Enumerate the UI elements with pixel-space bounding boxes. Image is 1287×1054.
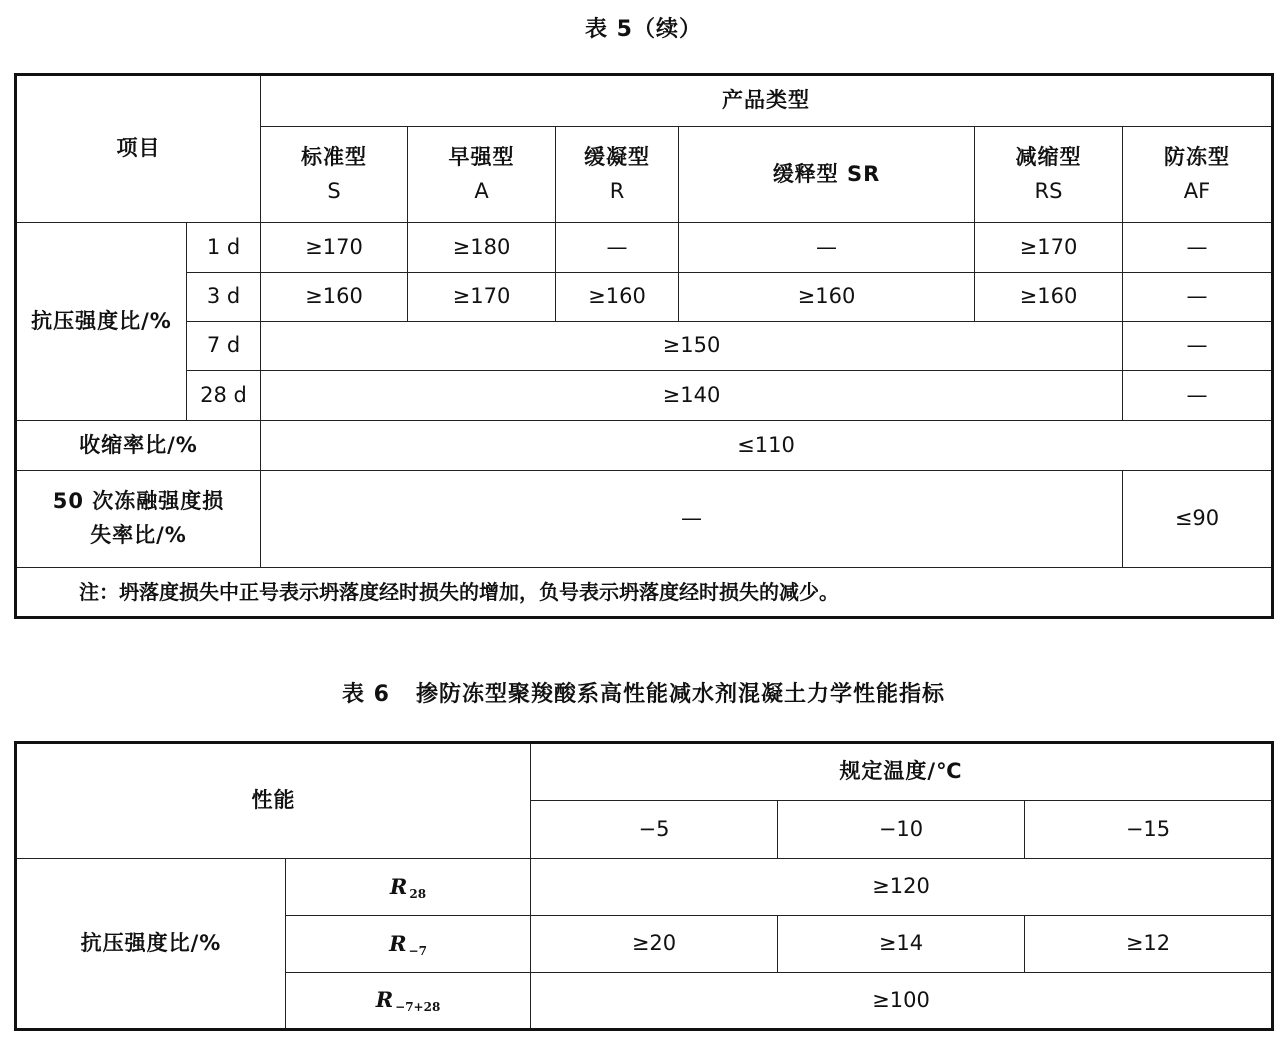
temp-minus-10: −10 [778, 801, 1025, 859]
freeze-thaw-label-line2: 失率比/% [90, 523, 187, 547]
freeze-thaw-label-line1: 50 次冻融强度损 [52, 489, 225, 514]
cell-3d-a: ≥170 [408, 273, 556, 322]
freeze-thaw-label [16, 471, 261, 568]
cell-28d-merged: ≥140 [261, 371, 1123, 421]
cell-3d-rs: ≥160 [975, 273, 1123, 322]
temp-minus-15: −15 [1025, 801, 1273, 859]
cell-3d-r: ≥160 [556, 273, 679, 322]
type-retarding: 缓凝型 R [556, 127, 679, 223]
cell-1d-a: ≥180 [408, 223, 556, 273]
cell-1d-s: ≥170 [261, 223, 408, 273]
table6-compressive-label: 抗压强度比/% [16, 859, 286, 1030]
table5 [14, 73, 1274, 619]
type-early-strength: 早强型 A [408, 127, 556, 223]
cell-7d-af: — [1123, 322, 1273, 371]
cell-1d-sr: — [679, 223, 975, 273]
table5-note: 注：坍落度损失中正号表示坍落度经时损失的增加，负号表示坍落度经时损失的减少。 [16, 568, 1273, 618]
freeze-thaw-af: ≤90 [1123, 471, 1273, 568]
freeze-thaw-merged: — [261, 471, 1123, 568]
age-3d: 3 d [187, 273, 261, 322]
temperature-header: 规定温度/℃ [531, 743, 1273, 801]
table6-caption [0, 677, 1287, 708]
r-minus7-minus15: ≥12 [1025, 916, 1273, 973]
cell-1d-rs: ≥170 [975, 223, 1123, 273]
table6 [14, 741, 1274, 1031]
type-antifreeze: 防冻型 AF [1123, 127, 1273, 223]
r-minus7-minus10: ≥14 [778, 916, 1025, 973]
table6-caption-number: 表 6 [342, 682, 390, 707]
r-minus7-plus28-value: ≥100 [531, 973, 1273, 1030]
r28-value: ≥120 [531, 859, 1273, 916]
cell-1d-af: — [1123, 223, 1273, 273]
type-slow-release: 缓释型 SR [679, 127, 975, 223]
cell-3d-sr: ≥160 [679, 273, 975, 322]
product-type-header: 产品类型 [261, 75, 1273, 127]
temp-minus-5: −5 [531, 801, 778, 859]
age-1d: 1 d [187, 223, 261, 273]
item-header: 项目 [16, 75, 261, 223]
cell-1d-r: — [556, 223, 679, 273]
table6-caption-title: 掺防冻型聚羧酸系高性能减水剂混凝土力学性能指标 [415, 682, 945, 707]
age-7d: 7 d [187, 322, 261, 371]
type-standard: 标准型 S [261, 127, 408, 223]
symbol-r-minus7: R $_{-7}$ [286, 916, 531, 973]
symbol-r-minus7-plus28: R $_{-7+28}$ [286, 973, 531, 1030]
performance-header: 性能 [16, 743, 531, 859]
shrinkage-label: 收缩率比/% [16, 421, 261, 471]
age-28d: 28 d [187, 371, 261, 421]
symbol-r28: R $_{28}$ [286, 859, 531, 916]
shrinkage-value: ≤110 [261, 421, 1273, 471]
cell-7d-merged: ≥150 [261, 322, 1123, 371]
r-minus7-minus5: ≥20 [531, 916, 778, 973]
cell-3d-s: ≥160 [261, 273, 408, 322]
cell-3d-af: — [1123, 273, 1273, 322]
cell-28d-af: — [1123, 371, 1273, 421]
table5-caption: 表 5（续） [585, 17, 702, 42]
type-shrinkage-reducing: 减缩型 RS [975, 127, 1123, 223]
compressive-strength-label: 抗压强度比/% [16, 223, 187, 421]
